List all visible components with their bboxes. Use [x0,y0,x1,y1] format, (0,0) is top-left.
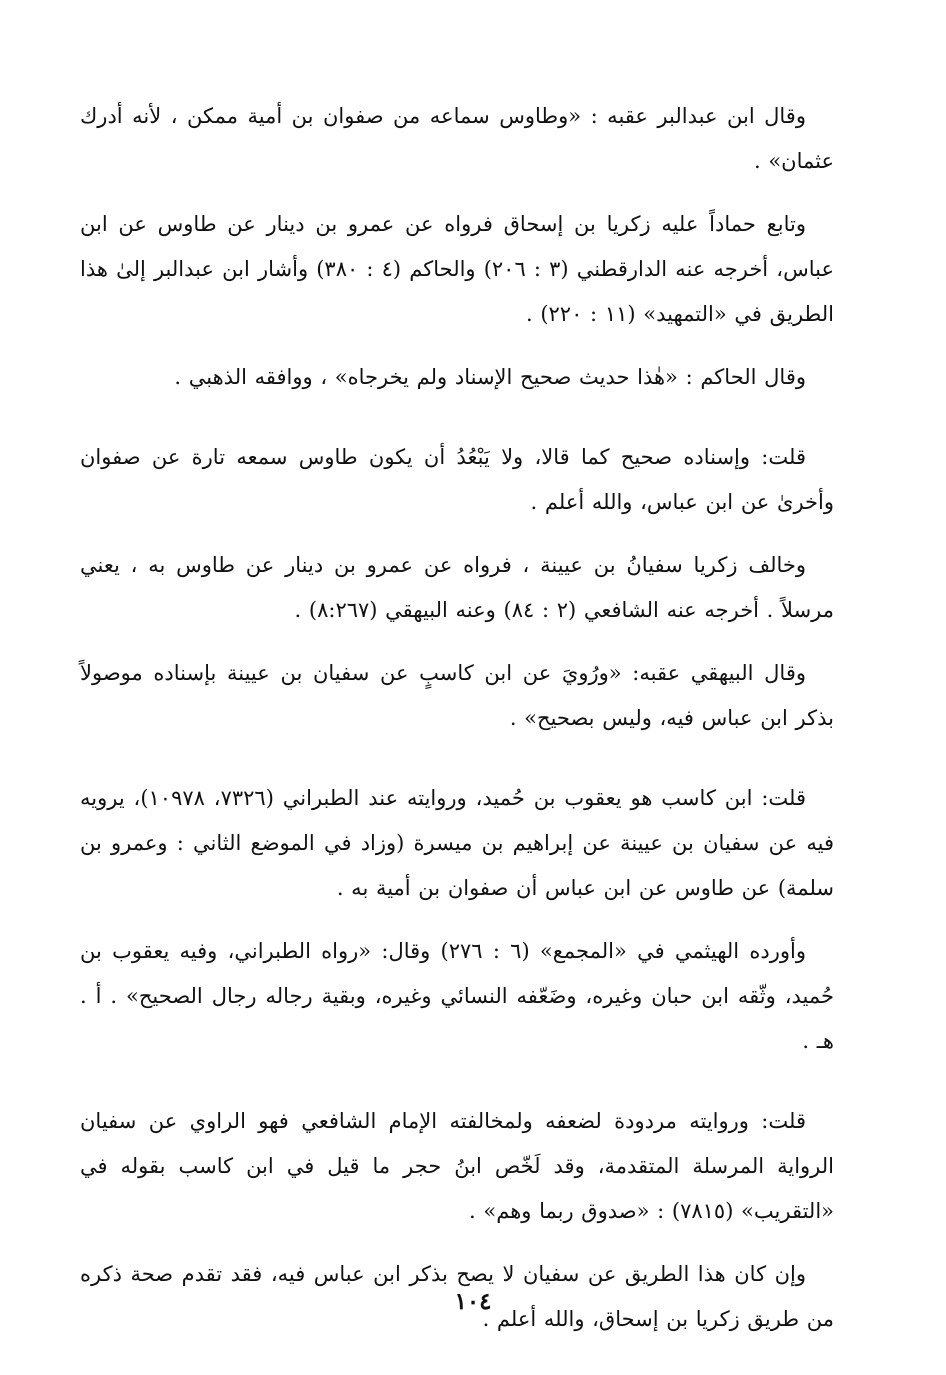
paragraph-rejected-narration: قلت: وروايته مردودة لضعفه ولمخالفته الإمام الشافعي فهو الراوي عن سفيان الرواية المرسلة المتقدمة، وقد لَخّص ابنُ حجر ما قيل في ابن كاسب بقوله في «التقريب» (٧٨١٥) : «صدوق ربما وهم» . [80,1109,834,1223]
paragraph-isnad-sahih: قلت: وإسناده صحيح كما قالا، ولا يَبْعُدُ أن يكون طاوس سمعه تارة عن صفوان وأخرىٰ عن ابن عباس، والله أعلم . [80,445,834,514]
paragraph-bayhaqi-comment: وقال البيهقي عقبه: «ورُويَ عن ابن كاسبٍ عن سفيان بن عيينة بإسناده موصولاً بذكر ابن عباس فيه، وليس بصحيح» . [80,661,834,730]
paragraph-haythami: وأورده الهيثمي في «المجمع» (٦ : ٢٧٦) وقال: «رواه الطبراني، وفيه يعقوب بن حُميد، وثّقه ابن حبان وغيره، وضَعّفه النسائي وغيره، وبقية رجاله رجال الصحيح» . أ . هـ . [80,939,834,1053]
paragraph-zakariya-follow: وتابع حماداً عليه زكريا بن إسحاق فرواه عن عمرو بن دينار عن طاوس عن ابن عباس، أخرجه عنه الدارقطني (٣ : ٢٠٦) والحاكم (٤ : ٣٨٠) وأشار ابن عبدالبر إلىٰ هذا الطريق في «التمهيد» (١١ : ٢٢٠) . [80,212,834,326]
paragraph-conclusion: وإن كان هذا الطريق عن سفيان لا يصح بذكر ابن عباس فيه، فقد تقدم صحة ذكره من طريق زكريا بن إسحاق، والله أعلم . [80,1262,834,1331]
paragraph-ibn-abdulbarr-comment: وقال ابن عبدالبر عقبه : «وطاوس سماعه من صفوان بن أمية ممكن ، لأنه أدرك عثمان» . [80,104,834,173]
paragraph-ibn-kasib: قلت: ابن كاسب هو يعقوب بن حُميد، وروايته عند الطبراني (٧٣٢٦، ١٠٩٧٨)، يرويه فيه عن سفيان بن عيينة عن إبراهيم بن ميسرة (وزاد في الموضع الثاني : وعمرو بن سلمة) عن طاوس عن ابن عباس أن صفوان بن أمية به . [80,786,834,900]
page-number: ١٠٤ [454,1288,492,1315]
paragraph-sufyan-mursal: وخالف زكريا سفيانُ بن عيينة ، فرواه عن عمرو بن دينار عن طاوس به ، يعني مرسلاً . أخرجه عنه الشافعي (٢ : ٨٤) وعنه البيهقي (٨:٢٦٧) . [80,553,834,622]
body-text [80,94,834,1342]
paragraph-hakim-comment: وقال الحاكم : «هٰذا حديث صحيح الإسناد ولم يخرجاه» ، ووافقه الذهبي . [174,365,806,389]
